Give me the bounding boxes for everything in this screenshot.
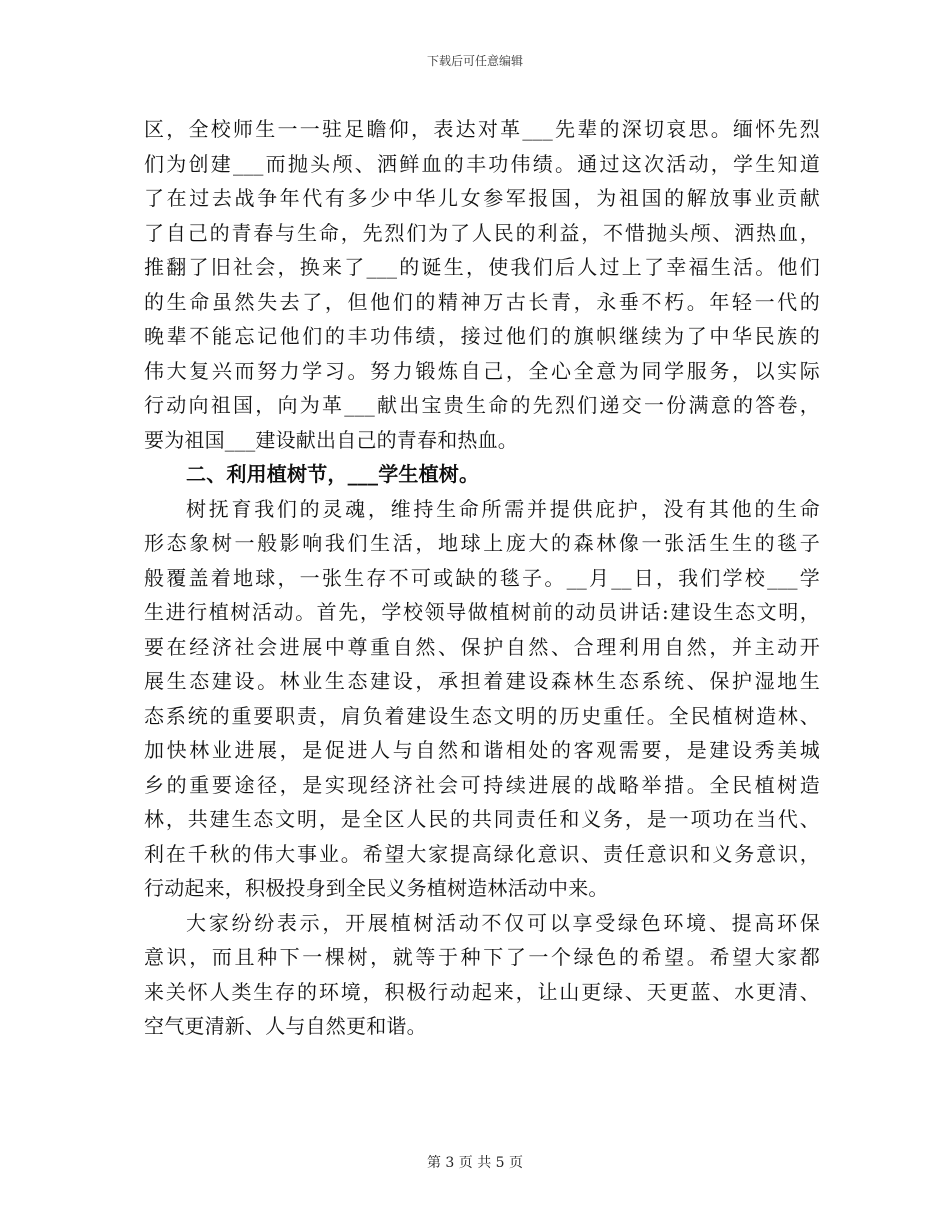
text-line: 乡的重要途径，是实现经济社会可持续进展的战略举措。全民植树造	[144, 772, 820, 797]
text-line: 们为创建___而抛头颅、洒鲜血的丰功伟绩。通过这次活动，学生知道	[144, 151, 820, 176]
text-line: 伟大复兴而努力学习。努力锻炼自己，全心全意为同学服务，以实际	[144, 358, 820, 383]
text-line: 般覆盖着地球，一张生存不可或缺的毯子。__月__日，我们学校___学	[144, 565, 820, 590]
text-line: 林，共建生态文明，是全区人民的共同责任和义务，是一项功在当代、	[144, 807, 820, 831]
text-line: 空气更清新、人与自然更和谐。	[144, 1014, 427, 1038]
text-line: 生进行植树活动。首先，学校领导做植树前的动员讲话:建设生态文明，	[144, 600, 820, 624]
text-line: 区，全校师生一一驻足瞻仰，表达对革___先辈的深切哀思。缅怀先烈	[144, 117, 820, 141]
text-line: 意识，而且种下一棵树，就等于种下了一个绿色的希望。希望大家都	[144, 945, 820, 969]
text-line: 推翻了旧社会，换来了___的诞生，使我们后人过上了幸福生活。他们	[144, 255, 820, 279]
section-heading: 二、利用植树节，___学生植树。	[186, 462, 480, 486]
text-line: 行动向祖国，向为革___献出宝贵生命的先烈们递交一份满意的答卷，	[144, 393, 820, 417]
page-header: 下载后可任意编辑	[426, 54, 523, 68]
text-line: 利在千秋的伟大事业。希望大家提高绿化意识、责任意识和义务意识，	[144, 841, 820, 866]
text-line: 展生态建设。林业生态建设，承担着建设森林生态系统、保护湿地生	[144, 669, 820, 693]
page-number: 第 3 页 共 5 页	[426, 1155, 524, 1171]
text-line: 大家纷纷表示，开展植树活动不仅可以享受绿色环境、提高环保	[186, 910, 820, 935]
text-line: 来关怀人类生存的环境，积极行动起来，让山更绿、天更蓝、水更清、	[144, 979, 820, 1004]
text-line: 要在经济社会进展中尊重自然、保护自然、合理利用自然，并主动开	[144, 634, 820, 659]
text-line: 的生命虽然失去了，但他们的精神万古长青，永垂不朽。年轻一代的	[144, 289, 820, 314]
document-body	[144, 112, 820, 1044]
text-line: 要为祖国___建设献出自己的青春和热血。	[144, 427, 518, 452]
text-line: 加快林业进展，是促进人与自然和谐相处的客观需要，是建设秀美城	[144, 738, 820, 762]
text-line: 了自己的青春与生命，先烈们为了人民的利益，不惜抛头颅、洒热血，	[144, 220, 820, 245]
text-line: 树抚育我们的灵魂，维持生命所需并提供庇护，没有其他的生命	[186, 496, 820, 521]
text-line: 行动起来，积极投身到全民义务植树造林活动中来。	[144, 876, 609, 900]
text-line: 了在过去战争年代有多少中华儿女参军报国，为祖国的解放事业贡献	[144, 186, 820, 210]
text-line: 晚辈不能忘记他们的丰功伟绩，接过他们的旗帜继续为了中华民族的	[144, 324, 820, 348]
text-line: 态系统的重要职责，肩负着建设生态文明的历史重任。全民植树造林、	[144, 703, 820, 728]
text-line: 形态象树一般影响我们生活，地球上庞大的森林像一张活生生的毯子	[144, 531, 820, 555]
